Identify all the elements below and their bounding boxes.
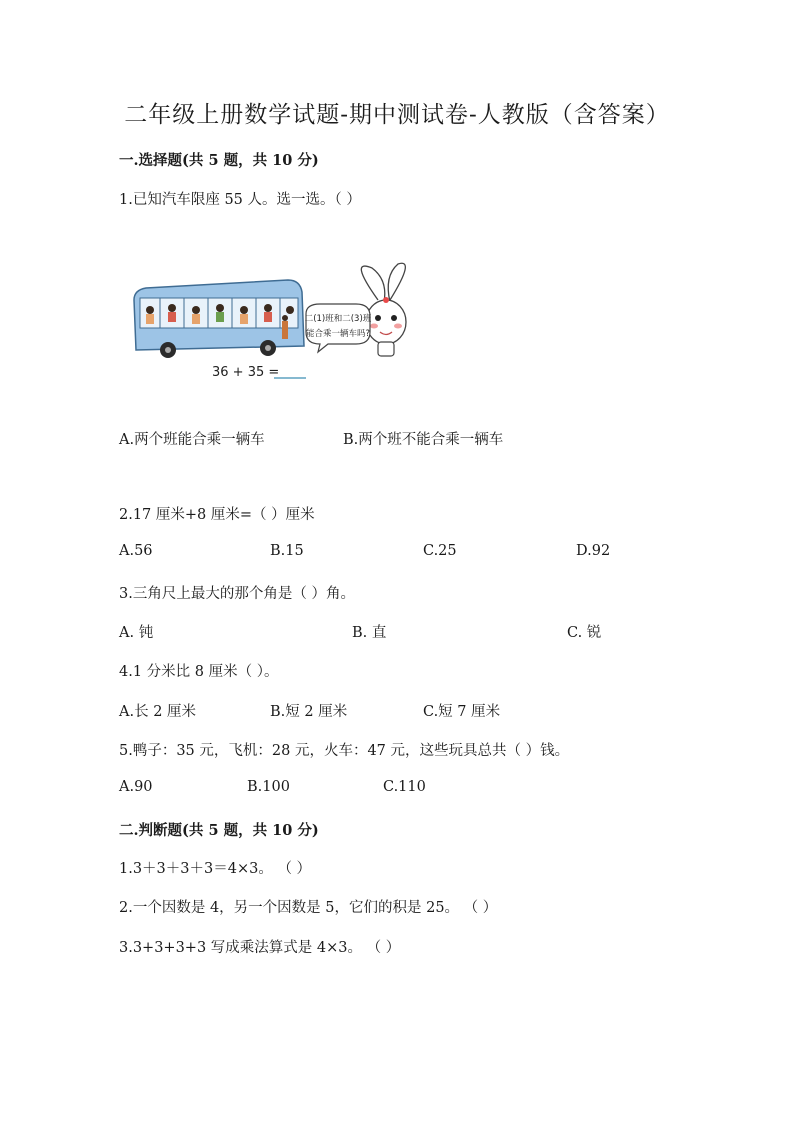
section-heading-choice: 一.选择题(共 5 题，共 10 分)	[119, 152, 319, 169]
judgement-question: 1.3＋3＋3＋3＝4×3。 （ ）	[119, 861, 312, 877]
question-stem: 1.已知汽车限座 55 人。选一选。（ ）	[119, 192, 361, 208]
bubble-text-line2: 能合乘一辆车吗?	[305, 329, 371, 339]
option-c: C.25	[423, 543, 457, 559]
question-stem: 3.三角尺上最大的那个角是（ ）角。	[119, 586, 355, 602]
section-heading-judgement: 二.判断题(共 5 题，共 10 分)	[119, 822, 319, 839]
option-b: B.短 2 厘米	[270, 704, 348, 720]
bus-icon	[134, 280, 304, 358]
bus-rabbit-illustration	[128, 258, 408, 388]
option-a: A.两个班能合乘一辆车	[119, 432, 265, 448]
option-b: B. 直	[352, 625, 387, 641]
option-a: A.90	[119, 779, 153, 795]
judgement-question: 3.3+3+3+3 写成乘法算式是 4×3。 （ ）	[119, 940, 401, 956]
bubble-text-line1: 二(1)班和二(3)班	[304, 314, 372, 324]
option-b: B.两个班不能合乘一辆车	[343, 432, 504, 448]
option-c: C.短 7 厘米	[423, 704, 501, 720]
question-stem: 4.1 分米比 8 厘米（ ）。	[119, 664, 279, 680]
page-title: 二年级上册数学试题-期中测试卷-人教版（含答案）	[124, 102, 670, 128]
judgement-question: 2.一个因数是 4，另一个因数是 5，它们的积是 25。 （ ）	[119, 900, 498, 916]
option-c: C. 锐	[567, 625, 602, 641]
speech-bubble	[305, 304, 372, 352]
option-b: B.15	[270, 543, 304, 559]
option-a: A.56	[119, 543, 153, 559]
option-d: D.92	[576, 543, 611, 559]
option-a: A.长 2 厘米	[119, 704, 197, 720]
question-stem: 5.鸭子：35 元，飞机：28 元，火车：47 元，这些玩具总共（ ）钱。	[119, 743, 570, 759]
option-b: B.100	[247, 779, 290, 795]
option-a: A. 钝	[119, 625, 154, 641]
option-c: C.110	[383, 779, 426, 795]
figure-equation: 36 + 35 =	[212, 365, 280, 380]
question-stem: 2.17 厘米+8 厘米=（ ）厘米	[119, 507, 315, 523]
